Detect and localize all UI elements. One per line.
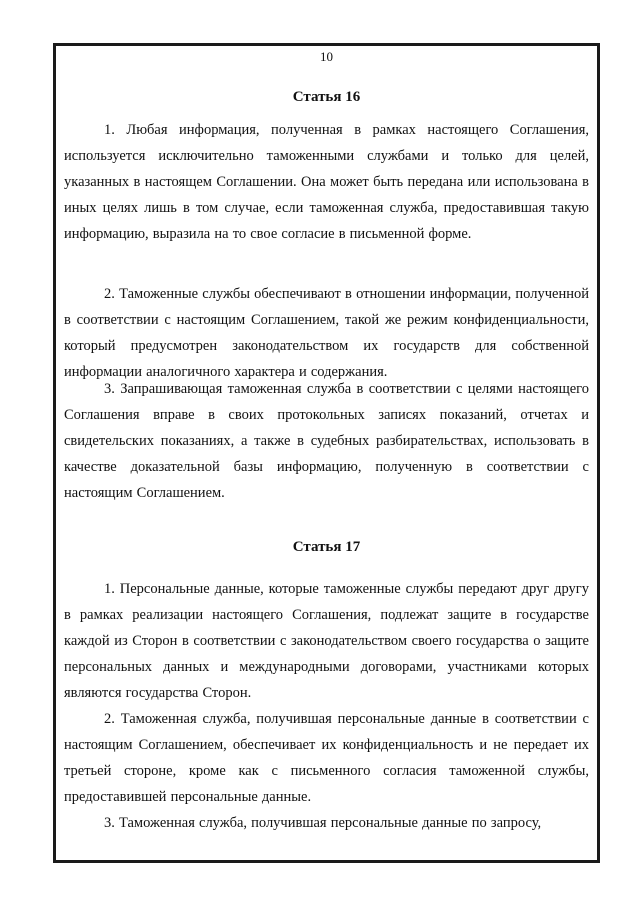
article-17-paragraph-1: 1. Персональные данные, которые таможенные службы передают друг другу в рамках реализации настоящего Соглашения, подлежат защите в государстве каждой из Сторон в соответствии с законодательством своего государства о защите персональных данных и международными договорами, участниками которых являются государства Сторон. [64, 581, 589, 701]
article-16-paragraph-1: 1. Любая информация, полученная в рамках настоящего Соглашения, используется исключительно таможенными службами и только для целей, указанных в настоящем Соглашении. Она может быть передана или использована в иных целях лишь в том случае, если таможенная служба, предоставившая такую информацию, выразила на то свое согласие в письменной форме. [64, 122, 589, 242]
article-16-paragraph-3: 3. Запрашивающая таможенная служба в соответствии с целями настоящего Соглашения вправе в своих протокольных записях показаний, отчетах и свидетельских показаниях, а также в судебных разбирательствах, использовать в качестве доказательной базы информацию, полученную в соответствии с настоящим Соглашением. [64, 381, 589, 501]
article-17-heading: Статья 17 [292, 539, 361, 555]
article-17-paragraph-3: 3. Таможенная служба, получившая персональные данные по запросу, [104, 815, 542, 831]
article-16-paragraph-2: 2. Таможенные службы обеспечивают в отношении информации, полученной в соответствии с настоящим Соглашением, такой же режим конфиденциальности, который предусмотрен законодательством их государств для собственной информации аналогичного характера и содержания. [64, 286, 589, 380]
document-page [53, 43, 600, 863]
page-number: 10 [320, 49, 333, 64]
article-16-heading: Статья 16 [292, 89, 361, 105]
article-17-paragraph-2: 2. Таможенная служба, получившая персональные данные в соответствии с настоящим Соглашением, обеспечивает их конфиденциальность и не передает их третьей стороне, кроме как с письменного согласия таможенной службы, предоставившей персональные данные. [64, 711, 589, 805]
